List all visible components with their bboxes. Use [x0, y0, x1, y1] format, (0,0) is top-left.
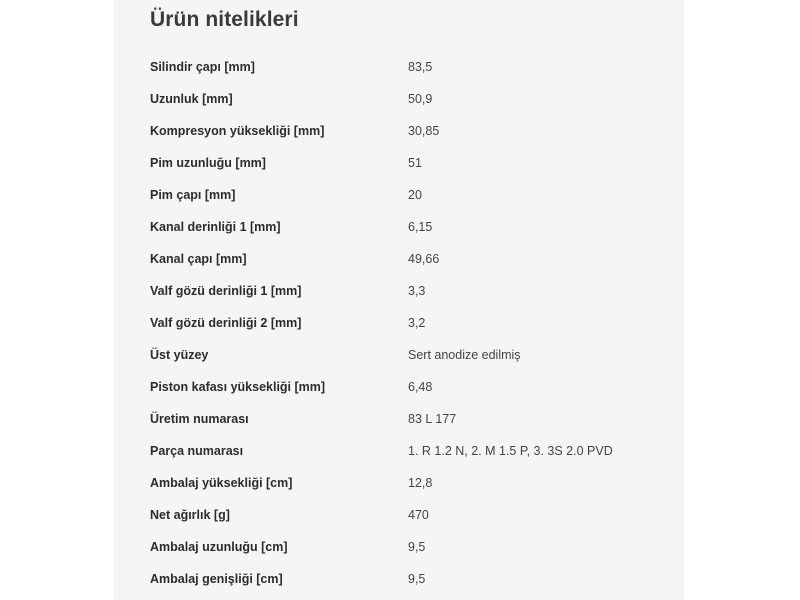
attribute-row	[114, 212, 684, 244]
attribute-value: 83 L 177	[408, 412, 457, 426]
attribute-label: Silindir çapı [mm]	[150, 60, 255, 74]
attribute-row	[114, 340, 684, 372]
attribute-row	[114, 180, 684, 212]
attribute-value: 9,5	[408, 572, 426, 586]
attribute-row	[114, 372, 684, 404]
attribute-row	[114, 500, 684, 532]
attribute-row	[114, 116, 684, 148]
attribute-label: Valf gözü derinliği 2 [mm]	[150, 316, 302, 330]
attribute-row	[114, 404, 684, 436]
section-title: Ürün nitelikleri	[150, 8, 299, 31]
attribute-label: Üretim numarası	[150, 412, 249, 426]
attribute-row	[114, 52, 684, 84]
attribute-label: Uzunluk [mm]	[150, 92, 233, 106]
attribute-label: Net ağırlık [g]	[150, 508, 230, 522]
attribute-value: 1. R 1.2 N, 2. M 1.5 P, 3. 3S 2.0 PVD	[408, 444, 613, 458]
attribute-label: Parça numarası	[150, 444, 244, 458]
attribute-label: Pim çapı [mm]	[150, 188, 236, 202]
attribute-value: Sert anodize edilmiş	[408, 348, 521, 362]
attribute-value: 6,15	[408, 220, 433, 234]
attributes-table	[114, 52, 684, 596]
attribute-value: 6,48	[408, 380, 433, 394]
attribute-value: 3,3	[408, 284, 426, 298]
attribute-value: 49,66	[408, 252, 440, 266]
attribute-row	[114, 468, 684, 500]
attribute-row	[114, 436, 684, 468]
attribute-row	[114, 244, 684, 276]
attribute-value: 9,5	[408, 540, 426, 554]
attribute-label: Ambalaj uzunluğu [cm]	[150, 540, 288, 554]
attribute-label: Kanal derinliği 1 [mm]	[150, 220, 281, 234]
attribute-value: 51	[408, 156, 422, 170]
attribute-value: 30,85	[408, 124, 440, 138]
attribute-row	[114, 148, 684, 180]
attribute-row	[114, 84, 684, 116]
attribute-row	[114, 532, 684, 564]
attribute-label: Ambalaj yüksekliği [cm]	[150, 476, 293, 490]
attribute-label: Kompresyon yüksekliği [mm]	[150, 124, 325, 138]
attribute-row	[114, 564, 684, 596]
attribute-value: 470	[408, 508, 429, 522]
product-attributes-panel	[114, 0, 684, 600]
attribute-value: 3,2	[408, 316, 426, 330]
attribute-label: Valf gözü derinliği 1 [mm]	[150, 284, 302, 298]
attribute-label: Kanal çapı [mm]	[150, 252, 247, 266]
attribute-label: Piston kafası yüksekliği [mm]	[150, 380, 326, 394]
attribute-label: Ambalaj genişliği [cm]	[150, 572, 283, 586]
attribute-row	[114, 308, 684, 340]
attribute-row	[114, 276, 684, 308]
attribute-value: 20	[408, 188, 422, 202]
attribute-value: 12,8	[408, 476, 433, 490]
attribute-value: 83,5	[408, 60, 433, 74]
attribute-label: Pim uzunluğu [mm]	[150, 156, 266, 170]
attribute-value: 50,9	[408, 92, 433, 106]
attribute-label: Üst yüzey	[150, 348, 209, 362]
